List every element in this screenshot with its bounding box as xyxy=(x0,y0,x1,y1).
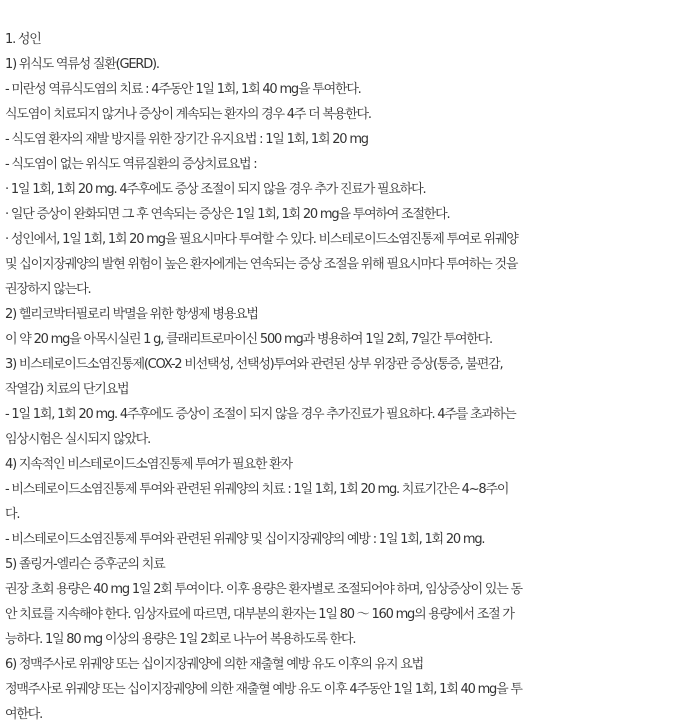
text-line: - 식도염 환자의 재발 방지를 위한 장기간 유지요법 : 1일 1회, 1회 20 mg xyxy=(5,132,368,147)
text-line: - 미란성 역류식도염의 치료 : 4주동안 1일 1회, 1회 40 mg을 투여한다. xyxy=(5,82,361,97)
text-line: · 성인에서, 1일 1회, 1회 20 mg을 필요시마다 투여할 수 있다. 비스테로이드소염진통제 투여로 위궤양 xyxy=(5,232,518,247)
text-line: 안 치료를 지속해야 한다. 임상자료에 따르면, 대부분의 환자는 1일 80 ～ 160 mg의 용량에서 조절 가 xyxy=(5,607,514,622)
subheading-gerd: 1) 위식도 역류성 질환(GERD). xyxy=(5,57,159,72)
text-line: 정맥주사로 위궤양 또는 십이지장궤양에 의한 재출혈 예방 유도 이후 4주동안 1일 1회, 1회 40 mg을 투 xyxy=(5,682,522,697)
text-line: 임상시험은 실시되지 않았다. xyxy=(5,432,151,447)
section-heading-adult: 1. 성인 xyxy=(5,32,41,47)
text-line: 다. xyxy=(5,507,20,522)
subheading-helicobacter: 2) 헬리코박터필로리 박멸을 위한 항생제 병용요법 xyxy=(5,307,258,322)
subheading-maintenance-after-iv: 6) 정맥주사로 위궤양 또는 십이지장궤양에 의한 재출혈 예방 유도 이후의 유지 요법 xyxy=(5,657,424,672)
text-line: 여한다. xyxy=(5,707,43,722)
text-line: · 일단 증상이 완화되면 그 후 연속되는 증상은 1일 1회, 1회 20 mg을 투여하여 조절한다. xyxy=(5,207,450,222)
text-line: · 1일 1회, 1회 20 mg. 4주후에도 증상 조절이 되지 않을 경우 추가 진료가 필요하다. xyxy=(5,182,426,197)
subheading-continuous-nsaid: 4) 지속적인 비스테로이드소염진통제 투여가 필요한 환자 xyxy=(5,457,292,472)
text-line: 권장하지 않는다. xyxy=(5,282,91,297)
text-line: 식도염이 치료되지 않거나 증상이 계속되는 환자의 경우 4주 더 복용한다. xyxy=(5,107,371,122)
subheading-zollinger-ellison: 5) 졸링거-엘리슨 증후군의 치료 xyxy=(5,557,165,572)
text-line: 이 약 20 mg을 아목시실린 1 g, 클래리트로마이신 500 mg과 병용하여 1일 2회, 7일간 투여한다. xyxy=(5,332,492,347)
text-line: - 식도염이 없는 위식도 역류질환의 증상치료요법 : xyxy=(5,157,257,172)
dosage-document xyxy=(5,27,670,727)
text-line: 및 십이지장궤양의 발현 위험이 높은 환자에게는 연속되는 증상 조절을 위해 필요시마다 투여하는 것을 xyxy=(5,257,518,272)
subheading-nsaid-symptoms: 3) 비스테로이드소염진통제(COX-2 비선택성, 선택성)투여와 관련된 상부 위장관 증상(통증, 불편감, xyxy=(5,357,503,372)
text-line: - 1일 1회, 1회 20 mg. 4주후에도 증상이 조절이 되지 않을 경우 추가진료가 필요하다. 4주를 초과하는 xyxy=(5,407,516,422)
text-line: - 비스테로이드소염진통제 투여와 관련된 위궤양 및 십이지장궤양의 예방 : 1일 1회, 1회 20 mg. xyxy=(5,532,485,547)
text-line: - 비스테로이드소염진통제 투여와 관련된 위궤양의 치료 : 1일 1회, 1회 20 mg. 치료기간은 4~8주이 xyxy=(5,482,509,497)
text-line: 능하다. 1일 80 mg 이상의 용량은 1일 2회로 나누어 복용하도록 한다. xyxy=(5,632,356,647)
text-line: 권장 초회 용량은 40 mg 1일 2회 투여이다. 이후 용량은 환자별로 조절되어야 하며, 임상증상이 있는 동 xyxy=(5,582,522,597)
subheading-nsaid-symptoms-cont: 작열감) 치료의 단기요법 xyxy=(5,382,129,397)
